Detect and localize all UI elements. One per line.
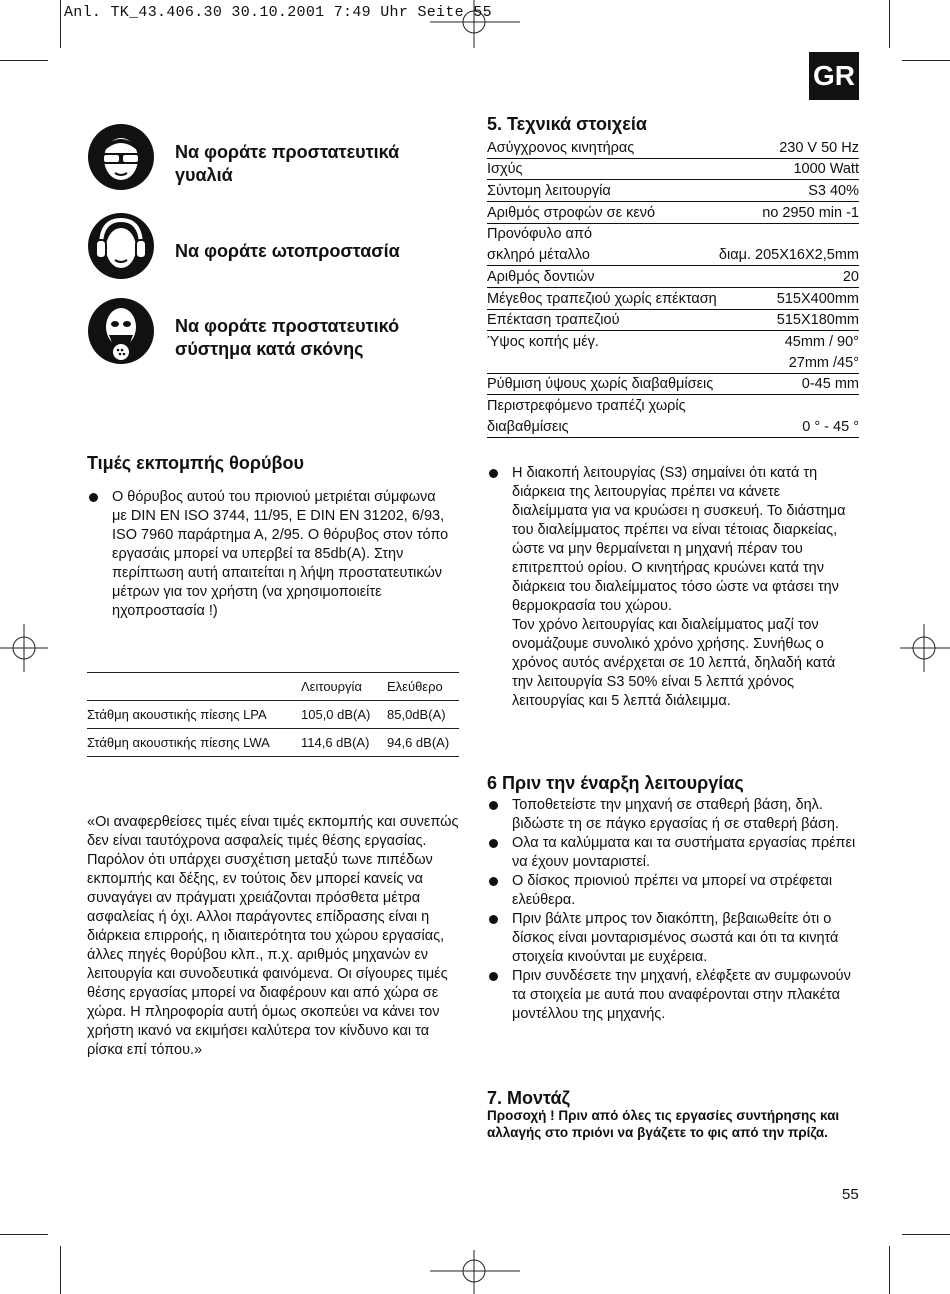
registration-mark-left [0,624,48,672]
tech-value: 45mm / 90° [784,333,859,350]
tech-label: Ισχύς [487,161,523,178]
tech-value: 27mm /45° [788,354,859,371]
tech-row [487,137,859,159]
table-cell: 114,6 dB(A) [301,735,370,750]
list-item: Τοποθετείστε την μηχανή σε σταθερή βάση, δηλ. βιδώστε τη σε πάγκο εργασίας ή σε σταθερή βάση. [487,796,859,834]
crop-mark [0,1234,48,1235]
tech-label: διαβαθμίσεις [487,418,569,435]
table-cell: 85,0dB(A) [387,707,446,722]
list-item [487,464,859,711]
before-start-title: 6 Πριν την έναρξη λειτουργίας [487,773,744,793]
crop-mark [0,60,48,61]
registration-mark-right [900,624,950,672]
tech-label: Ρύθμιση ύψους χωρίς διαβαθμίσεις [487,376,714,393]
list-item: Ο θόρυβος αυτού του πριονιού μετριέται σύμφωνα με DIN EN ISO 3744, 11/95, E DIN EN 31202, 6/93, ISO 7960 παράρτημα Α, 2/95. Ο θόρυβος στον τόπο εργασάις μπορεί να υπερβεί τα 85db(A). Στην περίπτωση αυτή απαιτείται η λήψη προστατευτικών μέτρων για τον χρήστη (να χρησιμοποιείτε ηχοπροστασία !) [87,488,452,621]
table-row [87,701,459,729]
table-header-cell [87,673,301,701]
table-header-row [87,673,459,701]
before-start-list [487,796,859,1024]
print-header: Anl. TK_43.406.30 30.10.2001 7:49 Uhr Seite 55 [64,4,492,21]
table-header-cell: Λειτουργία [301,679,362,694]
assembly-warning: Προσοχή ! Πριν από όλες τις εργασίες συντήρησης και αλλαγής στο πριόνι να βγάζετε το φις από την πρίζα. [487,1108,840,1140]
technical-data-title: 5. Τεχνικά στοιχεία [487,114,647,134]
tech-value: 515X400mm [776,290,859,307]
tech-row [487,352,859,374]
tech-value: διαμ. 205X16X2,5mm [718,247,859,264]
tech-value: 1000 Watt [793,161,859,178]
tech-label: Ασύγχρονος κινητήρας [487,139,635,156]
tech-value: 230 V 50 Hz [779,139,859,156]
tech-row [487,416,859,438]
tech-value: S3 40% [808,183,859,200]
list-item: Ο δίσκος πριονιού πρέπει να μπορεί να στρέφεται ελεύθερα. [487,872,859,910]
sign-label: Να φοράτε προστατευτικά γυαλιά [175,142,400,185]
tech-row [487,180,859,202]
ear-protection-icon [87,212,155,280]
tech-label: σκληρό μέταλλο [487,247,590,264]
tech-row [487,374,859,396]
language-badge: GR [809,52,859,100]
tech-row [487,224,859,245]
registration-mark-bottom [430,1250,520,1294]
dust-mask-icon [87,297,155,365]
tech-label: Περιστρεφόμενο τραπέζι χωρίς [487,397,686,414]
page-number: 55 [842,1186,859,1203]
crop-mark [889,0,890,48]
noise-bullet-list [87,488,452,621]
tech-value: 0-45 mm [801,376,859,393]
tech-label: Επέκταση τραπεζιού [487,312,620,329]
table-cell: Στάθμη ακουστικής πίεσης LWA [87,735,270,750]
tech-value: 0 ° - 45 ° [802,418,859,435]
tech-label: Σύντομη λειτουργία [487,183,611,200]
list-item: Πριν βάλτε μπρος τον διακόπτη, βεβαιωθείτε ότι ο δίσκος είναι μονταρισμένος σωστά και ότι τα κινητά στοιχεία κινούνται με ευχέρεια. [487,910,859,967]
table-cell: Στάθμη ακουστικής πίεσης LPA [87,707,267,722]
tech-label: Μέγεθος τραπεζιού χωρίς επέκταση [487,290,717,307]
tech-row [487,159,859,181]
table-header-cell: Ελεύθερο [387,679,443,694]
tech-label: Ύψος κοπής μέγ. [487,333,599,350]
tech-label: Αριθμός στροφών σε κενό [487,204,656,221]
s3-note-paragraph: Τον χρόνο λειτουργίας και διαλείμματος μαζί τον ονομάζουμε συνολικό χρόνο χρήσης. Συνήθως ο χρόνος αυτός ανέρχεται σε 10 λεπτά, δηλαδή κατά την λειτουργία S3 50% είναι 5 λεπτά χρόνος λειτουργίας και 5 λεπτά διάλειμμα. [512,617,836,709]
table-row [87,729,459,757]
s3-note-list [487,464,859,711]
tech-row [487,310,859,332]
sign-label: Να φοράτε ωτοπροστασία [175,241,400,261]
tech-row [487,266,859,288]
assembly-title: 7. Μοντάζ [487,1088,570,1108]
s3-note-paragraph: Η διακοπή λειτουργίας (S3) σημαίνει ότι κατά τη διάρκεια της λειτουργίας πρέπει να κάνετε διαλείμματα για να κρυώσει η συσκευή. Το διάστημα του διαλείμματος πρέπει να είναι τέτοιας διαρκείας, ώστε να μην θερμαίνεται η μηχανή πέραν του επιτρεπτού ορίου. Ο κινητήρας κρυώνει κατά την διάρκεια του διαλείμματος τόσο ώστε να φτάσει την θερμοκρασία του χώρου. [512,465,846,614]
table-cell: 94,6 dB(A) [387,735,450,750]
tech-row [487,288,859,310]
safety-goggles-icon [87,123,155,191]
tech-row [487,202,859,224]
crop-mark [902,60,950,61]
tech-label: Αριθμός δοντιών [487,268,595,285]
tech-row [487,395,859,416]
noise-section-title: Τιμές εκπομπής θορύβου [87,453,304,473]
crop-mark [60,1246,61,1294]
crop-mark [902,1234,950,1235]
sign-label: Να φοράτε προστατευτικό σύστημα κατά σκόνης [175,316,400,359]
tech-value: 20 [842,268,859,285]
tech-row [487,244,859,266]
tech-value: no 2950 min -1 [762,204,859,221]
noise-table [87,672,459,757]
technical-data-table [487,137,859,438]
tech-value: 515X180mm [776,312,859,329]
table-cell: 105,0 dB(A) [301,707,371,722]
crop-mark [60,0,61,48]
list-item: Πριν συνδέσετε την μηχανή, ελέφξετε αν συμφωνούν τα στοιχεία με αυτά που αναφέρονται στην πλακέτα μοντέλλου της μηχανής. [487,967,859,1024]
list-item: Ολα τα καλύμματα και τα συστήματα εργασίας πρέπει να έχουν μονταριστεί. [487,834,859,872]
tech-label: Προνόφυλο από [487,226,593,243]
crop-mark [889,1246,890,1294]
noise-disclaimer: «Οι αναφερθείσες τιμές είναι τιμές εκπομπής και συνεπώς δεν είναι ταυτόχρονα ασφαλείς τιμές θέσης εργασίας. Παρόλον ότι υπάρχει συσχέτιση μεταξύ τωνε πιπέδων εκπομπής και δέξης, εν τούτοις δεν μπορεί κανείς να συναγάγει αν πράγματι χρειάζονται πρόσθετα μέτρα ασφαλείας ή όχι. Αλλοι παράγοντες επίδρασης είναι η διάρκεια επιρροής, η ιδιαιτερότητα του χώρου εργασίας, άλλες πηγές θορύβου κλπ., π.χ. αριθμός μηχανών εν λειτουργία και συνοδευτικά φαινόμενα. Οι σίγουρες τιμές θέσης εργασίας μπορεί να διαφέρουν και από χώρα σε χώρα. Η πληροφορία αυτή όμως σκοπεύει να κάνει τον χρήστη ικανό να εκιμήσει καλύτερα τον κίνδυνο και τα ρίσκα επί τόπου.» [87,814,459,1058]
tech-row [487,331,859,352]
